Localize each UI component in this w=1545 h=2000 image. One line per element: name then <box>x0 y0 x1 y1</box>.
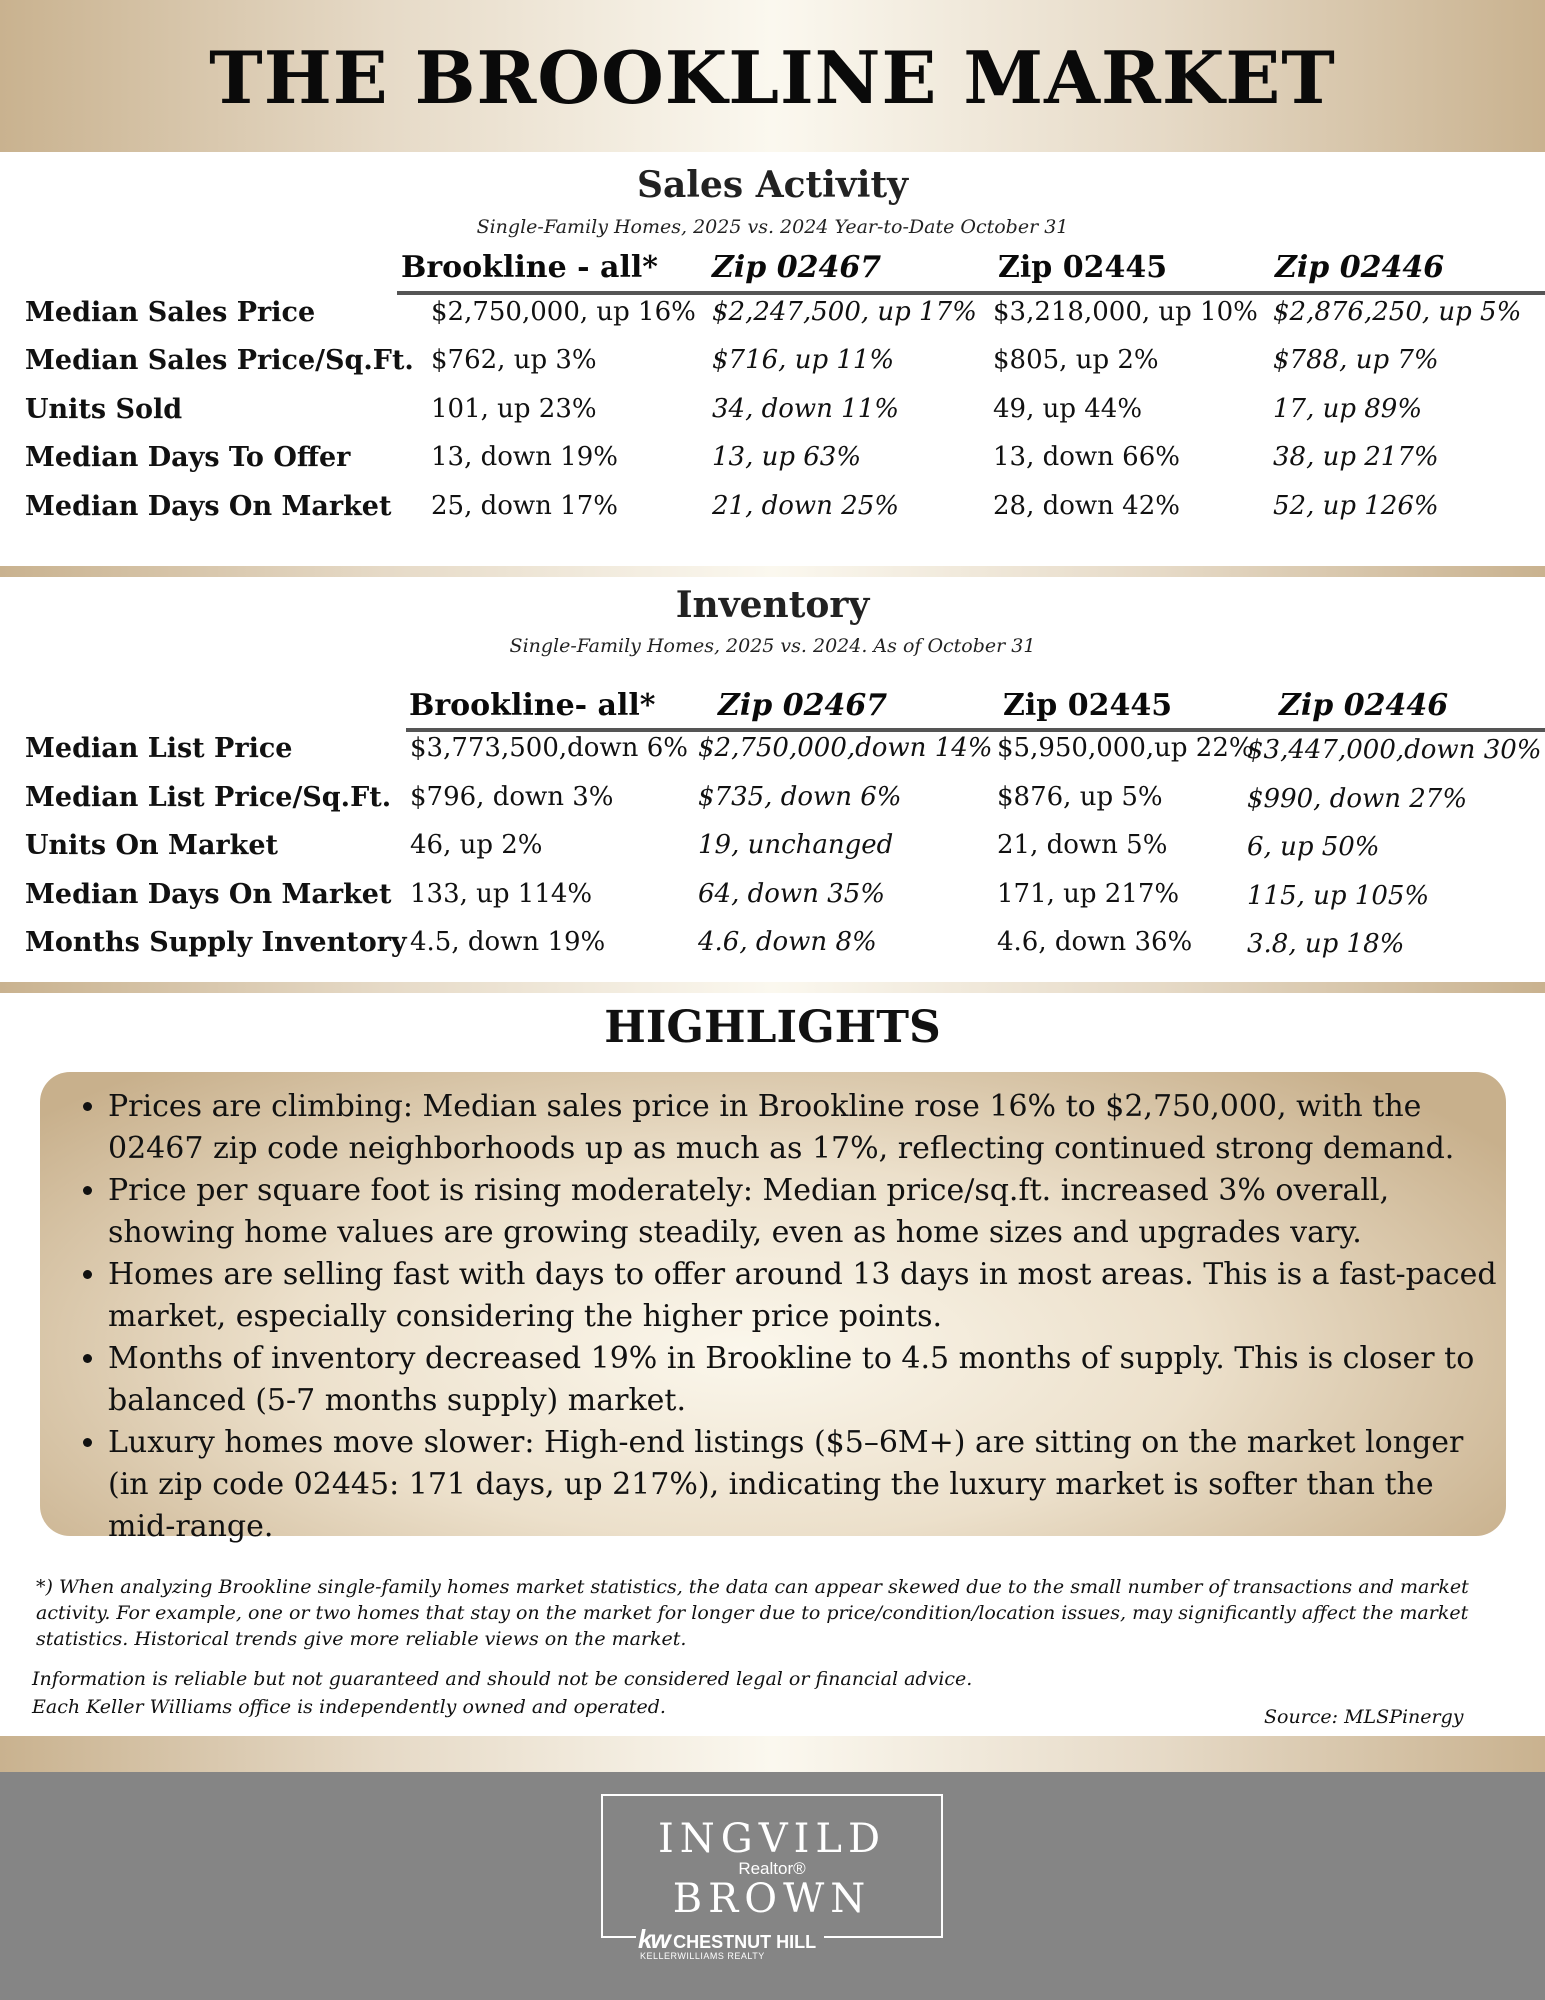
page-title: THE BROOKLINE MARKET <box>209 35 1336 120</box>
table-cell: $716, up 11% <box>712 345 895 375</box>
sales-col-02445: Zip 02445 <box>998 250 1168 285</box>
section-divider <box>0 566 1545 577</box>
sales-header-rule <box>397 291 1545 295</box>
logo-realtor-title: Realtor® <box>738 1859 806 1878</box>
source-credit: Source: MLSPinergy <box>1264 1706 1464 1728</box>
agent-logo <box>601 1794 943 1938</box>
sales-col-02446: Zip 02446 <box>1275 250 1445 285</box>
table-cell: 13, down 66% <box>993 442 1180 472</box>
table-cell: 3.8, up 18% <box>1247 929 1405 959</box>
table-cell: 171, up 217% <box>997 879 1180 909</box>
table-cell: $2,750,000,down 14% <box>698 733 993 763</box>
footer-gold-band <box>0 1736 1545 1772</box>
disclaimer-line-1: Information is reliable but not guaranteed and should not be considered legal or financial advice. <box>32 1668 973 1690</box>
table-cell: 133, up 114% <box>410 879 593 909</box>
table-cell: 115, up 105% <box>1247 881 1430 911</box>
table-cell: 28, down 42% <box>993 491 1180 521</box>
inventory-col-brookline: Brookline- all* <box>409 688 656 723</box>
table-cell: 13, up 63% <box>712 442 862 472</box>
table-cell: 49, up 44% <box>993 394 1143 424</box>
table-cell: 101, up 23% <box>431 394 597 424</box>
list-item: • Price per square foot is rising moderately: Median price/sq.ft. increased 3% overall, showing home values are growing steadily, even as home sizes and upgrades vary. <box>108 1170 1498 1254</box>
highlights-title: HIGHLIGHTS <box>604 1002 941 1053</box>
table-cell: $3,447,000,down 30% <box>1247 735 1542 765</box>
table-cell: $3,218,000, up 10% <box>993 297 1258 327</box>
table-cell: $788, up 7% <box>1273 345 1439 375</box>
row-label: Median Days To Offer <box>25 442 351 473</box>
row-label: Units On Market <box>25 830 279 861</box>
row-label: Units Sold <box>25 394 183 425</box>
sales-col-02467: Zip 02467 <box>712 250 882 285</box>
row-label: Median Days On Market <box>25 491 392 522</box>
table-cell: 4.6, down 8% <box>698 927 877 957</box>
table-cell: $762, up 3% <box>431 345 597 375</box>
table-cell: $805, up 2% <box>993 345 1159 375</box>
table-cell: $2,247,500, up 17% <box>712 297 977 327</box>
table-cell: 34, down 11% <box>712 394 899 424</box>
section-divider <box>0 982 1545 993</box>
sales-section-title: Sales Activity <box>636 164 908 206</box>
list-item: • Months of inventory decreased 19% in Brookline to 4.5 months of supply. This is closer to balanced (5-7 months supply) market. <box>108 1338 1498 1422</box>
table-cell: 4.6, down 36% <box>997 927 1193 957</box>
skew-footnote: *) When analyzing Brookline single-family homes market statistics, the data can appear skewed due to the small number of transactions and market activity. For example, one or two homes that stay on the market for longer due to price/condition/location issues, may significantly affect the market statistics. Historical trends give more reliable views on the market. <box>36 1576 1469 1650</box>
table-cell: 38, up 217% <box>1273 442 1439 472</box>
inventory-col-02467: Zip 02467 <box>718 688 888 723</box>
table-cell: 6, up 50% <box>1247 832 1380 862</box>
highlights-list <box>68 1086 1498 1548</box>
sales-section-subtitle: Single-Family Homes, 2025 vs. 2024 Year-to-Date October 31 <box>476 216 1069 238</box>
table-cell: 21, down 5% <box>997 830 1168 860</box>
row-label: Median Sales Price/Sq.Ft. <box>25 345 414 376</box>
list-item: • Homes are selling fast with days to offer around 13 days in most areas. This is a fast-paced market, especially considering the higher price points. <box>108 1254 1498 1338</box>
list-item: • Prices are climbing: Median sales price in Brookline rose 16% to $2,750,000, with the 02467 zip code neighborhoods up as much as 17%, reflecting continued strong demand. <box>108 1086 1498 1170</box>
table-cell: $876, up 5% <box>997 782 1163 812</box>
table-cell: 13, down 19% <box>431 442 618 472</box>
list-item: • Luxury homes move slower: High-end listings ($5–6M+) are sitting on the market longer (in zip code 02445: 171 days, up 217%), indicating the luxury market is softer than the mid-range. <box>108 1422 1498 1548</box>
sales-col-brookline: Brookline - all* <box>401 250 658 285</box>
inventory-section-title: Inventory <box>675 584 870 626</box>
kw-office-name: CHESTNUT HILL <box>673 1932 817 1952</box>
disclaimer-line-2: Each Keller Williams office is independently owned and operated. <box>32 1696 666 1718</box>
table-cell: 25, down 17% <box>431 491 618 521</box>
table-cell: 64, down 35% <box>698 879 885 909</box>
table-cell: 17, up 89% <box>1273 394 1423 424</box>
row-label: Median List Price <box>25 733 293 764</box>
row-label: Median Days On Market <box>25 879 392 910</box>
table-cell: $735, down 6% <box>698 782 902 812</box>
table-cell: $2,750,000, up 16% <box>431 297 696 327</box>
kw-mark: kw <box>638 1924 669 1954</box>
table-cell: 19, unchanged <box>698 830 894 860</box>
table-cell: 21, down 25% <box>712 491 899 521</box>
table-cell: 4.5, down 19% <box>410 927 606 957</box>
table-cell: $990, down 27% <box>1247 784 1468 814</box>
row-label: Months Supply Inventory <box>25 927 407 958</box>
table-cell: $3,773,500,down 6% <box>410 733 688 763</box>
kw-brokerage: KELLERWILLIAMS REALTY <box>640 1951 765 1961</box>
inventory-section-subtitle: Single-Family Homes, 2025 vs. 2024. As of October 31 <box>509 635 1036 657</box>
table-cell: 46, up 2% <box>410 830 543 860</box>
table-cell: 52, up 126% <box>1273 491 1439 521</box>
inventory-col-02445: Zip 02445 <box>1003 688 1173 723</box>
table-cell: $2,876,250, up 5% <box>1273 297 1522 327</box>
logo-first-name: INGVILD <box>657 1816 887 1862</box>
inventory-col-02446: Zip 02446 <box>1279 688 1449 723</box>
logo-last-name: BROWN <box>672 1876 872 1922</box>
row-label: Median Sales Price <box>25 297 316 328</box>
row-label: Median List Price/Sq.Ft. <box>25 782 392 813</box>
table-cell: $5,950,000,up 22% <box>997 733 1254 763</box>
highlights-box <box>40 1072 1506 1544</box>
inventory-header-rule <box>406 728 1545 732</box>
table-cell: $796, down 3% <box>410 782 614 812</box>
